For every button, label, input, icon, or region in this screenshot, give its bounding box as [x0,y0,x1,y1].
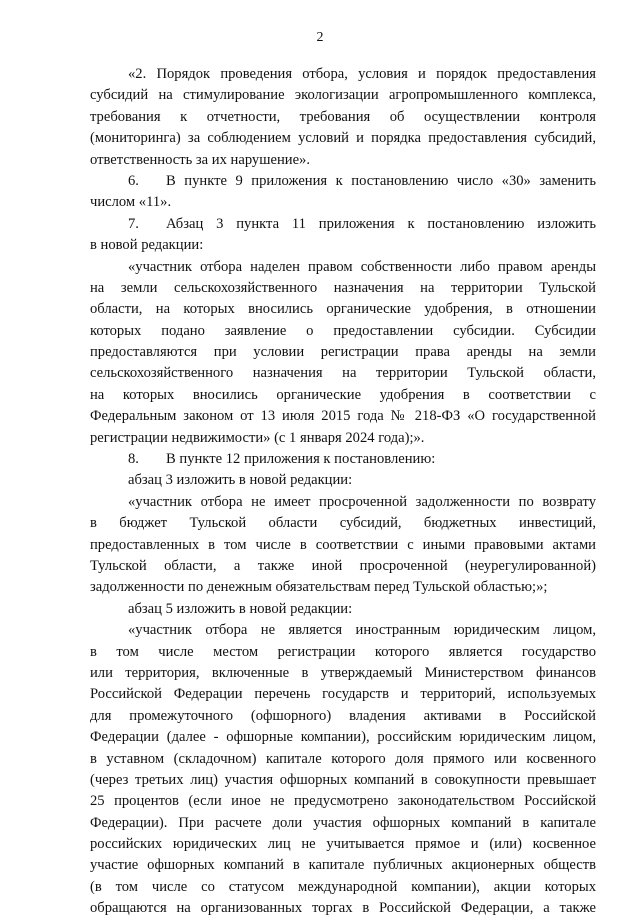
line-text: «участник отбора наделен правом собственности либо правом аренды [128,258,596,275]
text-line [90,855,596,876]
line-text: 25 процентов (если иное не предусмотрено законодательством Российской [90,793,596,810]
line-text: или территория, включенные в утверждаемый Министерством финансов [90,664,596,681]
text-line [90,898,596,919]
text-line [90,64,596,85]
item-number: 7. [128,215,139,232]
text-line [90,791,596,812]
line-text: абзац 5 изложить в новой редакции: [128,600,353,617]
document-body [90,64,596,920]
line-text: обращаются на организованных торгах в Российской Федерации, а также [90,900,596,917]
line-text: сельскохозяйственного назначения на территории Тульской области, [90,365,596,382]
text-line [90,257,596,278]
text-line [90,299,596,320]
line-text: в том числе местом регистрации которого является государство [90,643,596,660]
line-text: субсидий на стимулирование экологизации агропромышленного комплекса, [90,87,596,104]
text-line [90,599,596,620]
text-line [90,428,596,449]
text-line [90,642,596,663]
text-line [90,749,596,770]
page-number: 2 [316,30,324,45]
line-text: (в том числе со статусом международной компании), акции которых [90,878,596,895]
text-line [90,663,596,684]
text-line [90,406,596,427]
line-text: «2. Порядок проведения отбора, условия и порядок предоставления [128,66,596,82]
text-line [90,470,596,491]
line-text: на земли сельскохозяйственного назначения на территории Тульской [90,279,596,296]
line-text: в бюджет Тульской области субсидий, бюджетных инвестиций, [90,515,596,532]
line-text: в новой редакции: [90,237,204,254]
text-line [90,171,596,192]
text-line [90,684,596,705]
line-text: «участник отбора не является иностранным юридическим лицом, [128,622,596,639]
line-text: которых подано заявление о предоставлении субсидии. Субсидии [90,322,596,339]
text-line [90,770,596,791]
line-text: числом «11». [90,194,172,211]
text-line [90,449,596,470]
line-text: абзац 3 изложить в новой редакции: [128,472,353,489]
line-text: на которых вносились органические удобрения в соответствии с [90,386,596,403]
item-number: 6. [128,172,139,189]
line-text: задолженности по денежным обязательствам перед Тульской областью;»; [90,579,548,596]
line-text: области, на которых вносились органические удобрения, в отношении [90,301,596,318]
line-text: предоставленных в том числе в соответствии с иными правовыми актами [90,536,596,553]
text-line [90,363,596,384]
text-line [90,192,596,213]
text-line [90,278,596,299]
text-line [90,235,596,256]
line-text: ответственность за их нарушение». [90,151,310,168]
text-line [90,535,596,556]
line-text: Российской Федерации перечень государств и территорий, используемых [90,686,596,703]
line-text: (через третьих лиц) участия офшорных компаний в совокупности превышает [90,771,596,788]
text-line [90,727,596,748]
text-line [90,556,596,577]
line-text: «участник отбора не имеет просроченной задолженности по возврату [128,493,596,510]
line-text: российских юридических лиц не учитывается прямое и (или) косвенное [90,836,596,853]
line-text: Федерации (далее - офшорные компании), российским юридическим лицом, [90,729,596,746]
text-line [90,107,596,128]
text-line [90,834,596,855]
line-text: требования к отчетности, требования об осуществлении контроля [90,108,596,125]
text-line [90,214,596,235]
text-line [90,85,596,106]
text-line [90,813,596,834]
line-text: В пункте 12 приложения к постановлению: [166,451,436,468]
line-text: участие офшорных компаний в капитале публичных акционерных обществ [90,857,596,874]
line-text: (мониторинга) за соблюдением условий и порядка предоставления субсидий, [90,130,596,147]
line-text: предоставляются при условии регистрации права аренды на земли [90,344,596,361]
text-line [90,706,596,727]
text-line [90,150,596,171]
line-text: Тульской области, а также иной просроченной (неурегулированной) [90,557,596,574]
text-line [90,577,596,598]
line-text: регистрации недвижимости» (с 1 января 2024 года);». [90,429,425,446]
text-line [90,877,596,898]
line-text: для промежуточного (офшорного) владения активами в Российской [90,707,596,724]
item-number: 8. [128,451,139,468]
text-line [90,128,596,149]
line-text: Федерации). При расчете доли участия офшорных компаний в капитале [90,814,596,831]
text-line [90,620,596,641]
text-line [90,321,596,342]
line-text: Федеральным законом от 13 июля 2015 года № 218-ФЗ «О государственной [90,408,596,425]
text-line [90,385,596,406]
line-text: в уставном (складочном) капитале которого доля прямого или косвенного [90,750,596,767]
line-text: В пункте 9 приложения к постановлению число «30» заменить [166,172,596,189]
text-line [90,492,596,513]
text-line [90,513,596,534]
line-text: Абзац 3 пункта 11 приложения к постановлению изложить [166,215,596,232]
text-line [90,342,596,363]
